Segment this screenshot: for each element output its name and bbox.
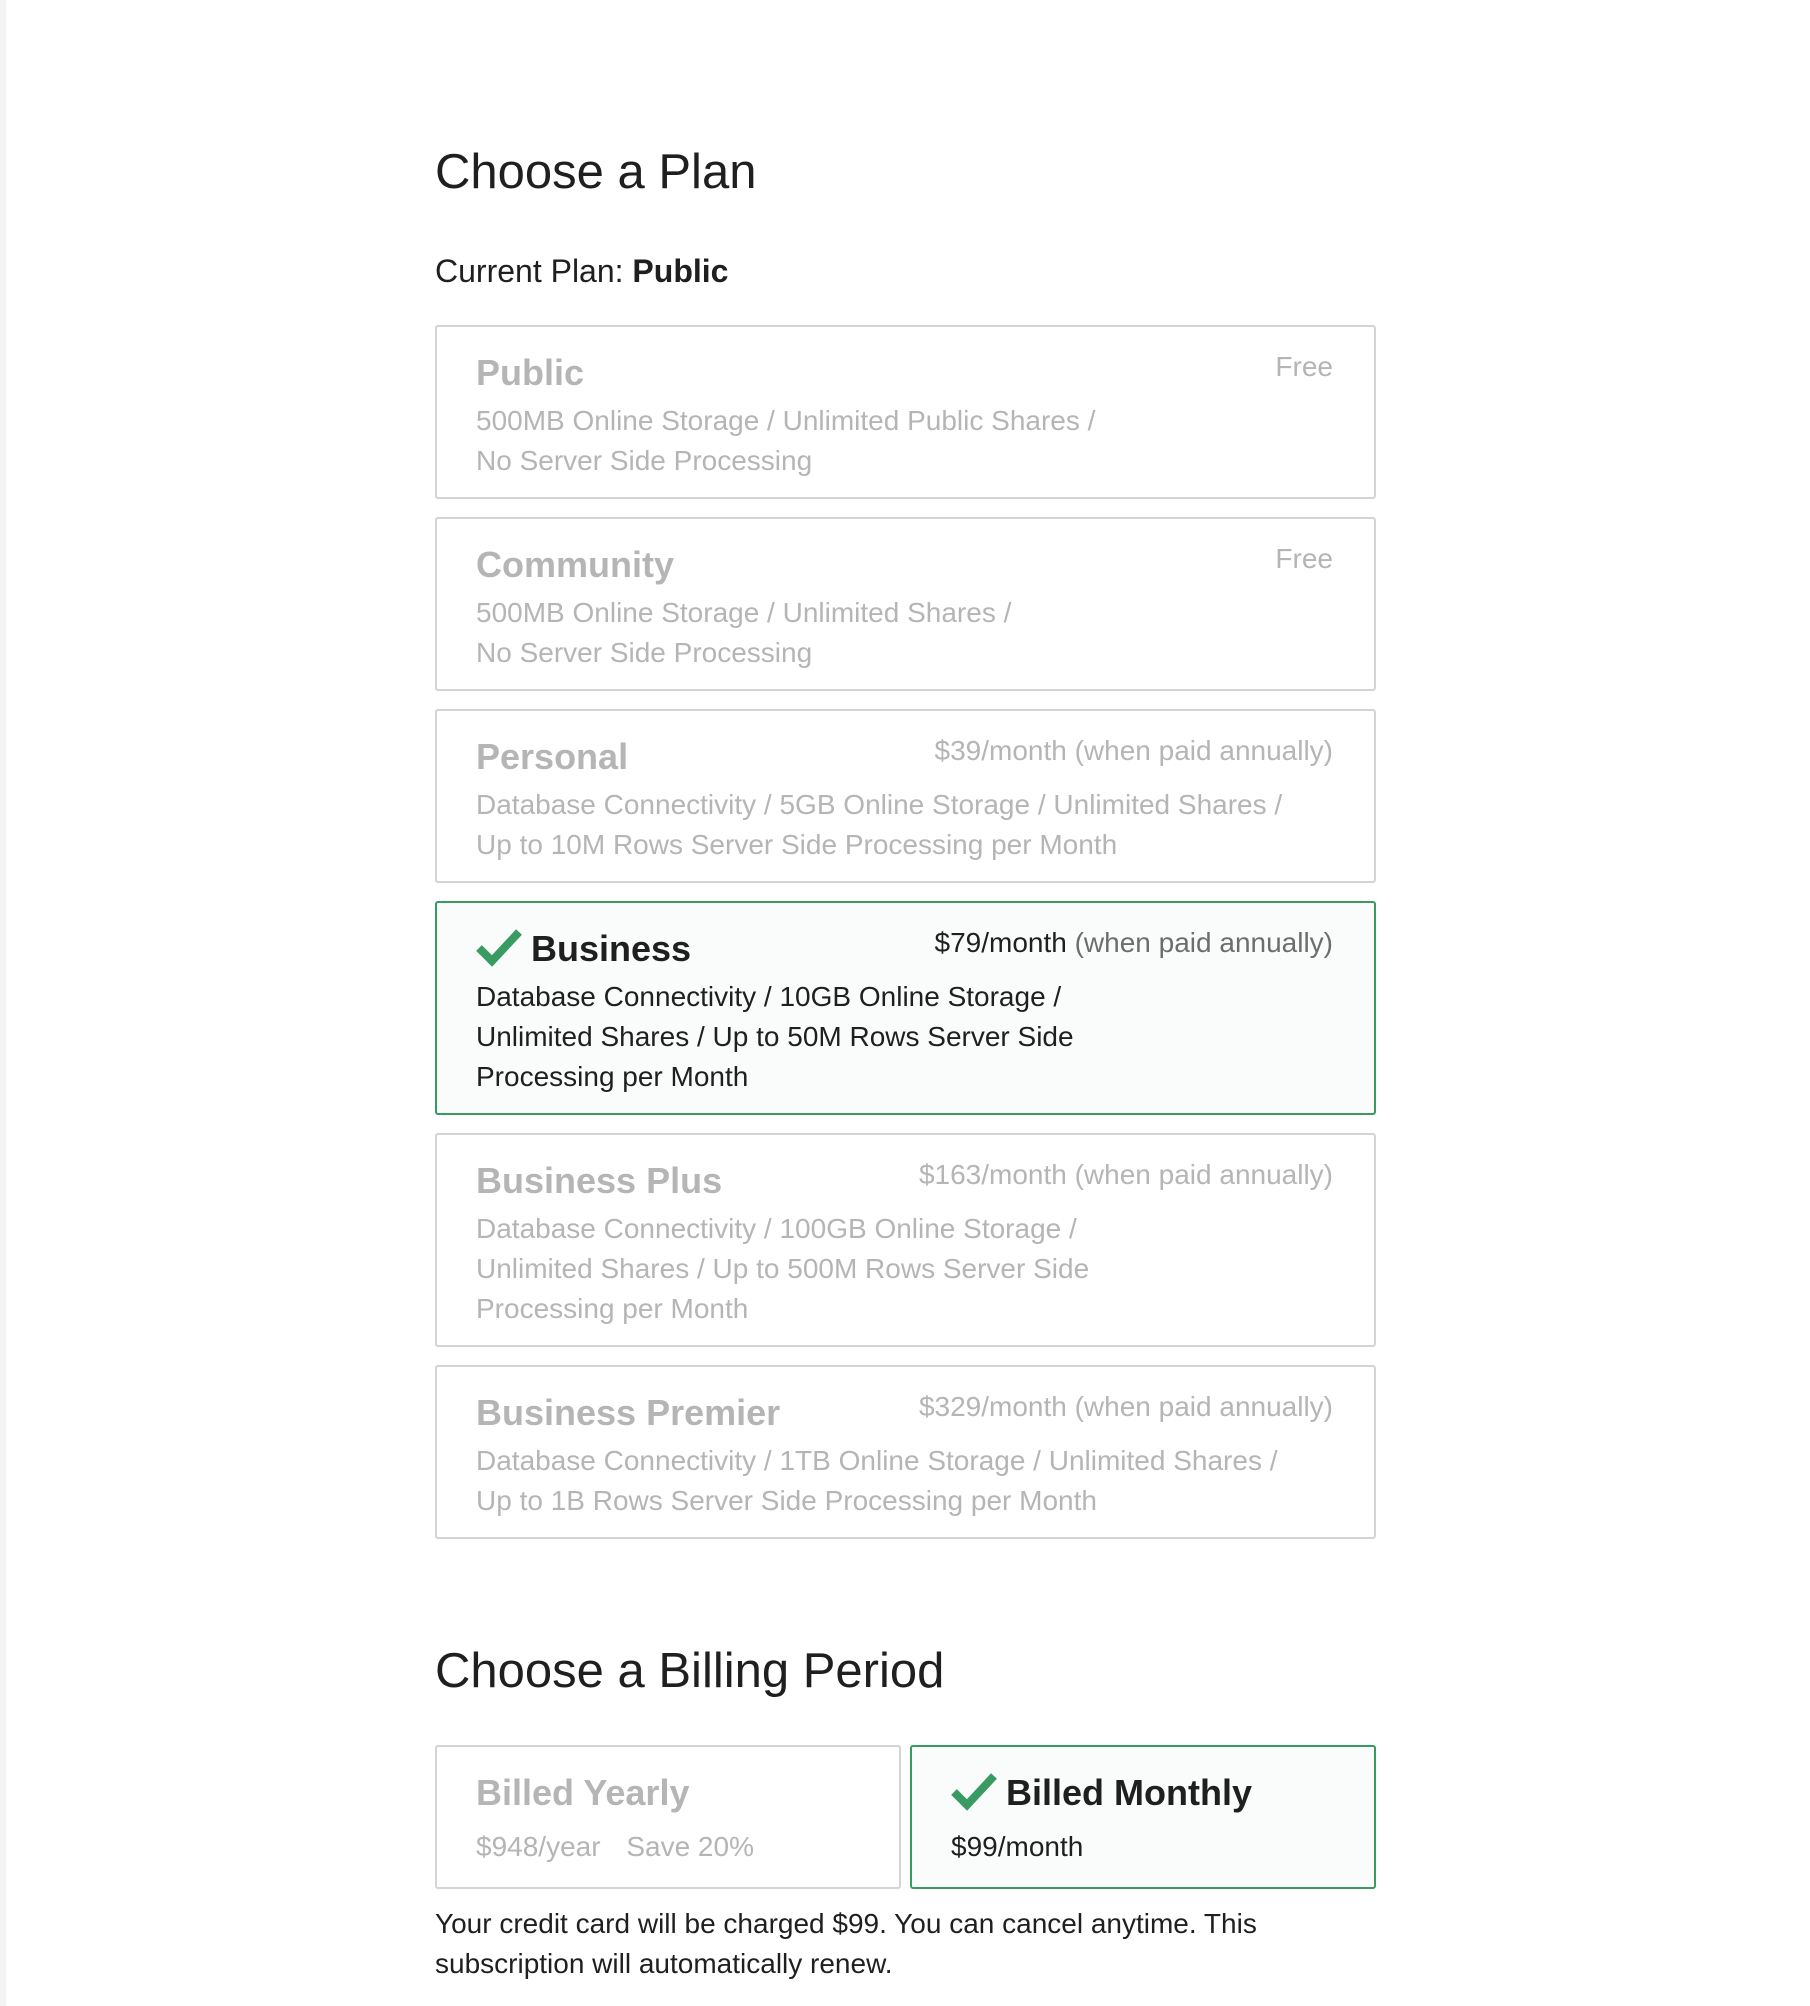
billing-option-monthly[interactable] [910, 1745, 1376, 1889]
plan-price-amount: $329/month [918, 1391, 1067, 1422]
page-title: Choose a Plan [435, 145, 757, 199]
plan-price-amount: $39/month [934, 735, 1067, 766]
plan-price-note: (when paid annually) [1074, 1159, 1333, 1190]
plan-price-note: (when paid annually) [1074, 927, 1333, 958]
plan-description [476, 785, 1282, 865]
plan-name: Personal [476, 736, 629, 777]
plan-description-line: Up to 1B Rows Server Side Processing per Month [476, 1485, 1097, 1516]
plan-name: Business [531, 928, 692, 969]
plan-price-amount: $163/month [918, 1159, 1067, 1190]
plan-description [476, 1209, 1089, 1329]
current-plan-label: Current Plan: [435, 253, 624, 289]
check-icon [951, 1771, 997, 1811]
billing-option-yearly[interactable] [435, 1745, 901, 1889]
check-icon [476, 927, 522, 967]
billing-option-detail [476, 1829, 754, 1865]
billing-option-price: $99/month [951, 1831, 1084, 1862]
plan-name: Public [476, 352, 585, 393]
plan-description-line: Processing per Month [476, 1293, 749, 1324]
plan-description [476, 593, 1011, 673]
billing-charge-note: Your credit card will be charged $99. You can cancel anytime. This subscription will automatically renew. [435, 1908, 1257, 1979]
plan-name: Community [476, 544, 674, 585]
plan-description-line: Unlimited Shares / Up to 50M Rows Server Side [476, 1021, 1074, 1052]
plan-description-line: Database Connectivity / 5GB Online Storage / Unlimited Shares / [476, 789, 1283, 820]
plan-price-amount: Free [1275, 543, 1333, 574]
plan-price-amount: $79/month [934, 927, 1067, 958]
plan-description-line: No Server Side Processing [476, 637, 813, 668]
plan-price [1275, 541, 1333, 577]
left-edge-rule [0, 0, 6, 2006]
billing-option-name: Billed Monthly [1006, 1772, 1252, 1813]
plan-price-note: (when paid annually) [1074, 735, 1333, 766]
plan-card-public[interactable] [435, 325, 1376, 499]
plan-price [919, 1389, 1333, 1425]
billing-option-name: Billed Yearly [476, 1772, 690, 1813]
plan-card-business-plus[interactable] [435, 1133, 1376, 1347]
plan-price-amount: Free [1275, 351, 1333, 382]
plan-description-line: Database Connectivity / 10GB Online Storage / [476, 981, 1062, 1012]
plan-description [476, 401, 1095, 481]
current-plan-value: Public [632, 253, 729, 289]
plan-card-business[interactable] [435, 901, 1376, 1115]
plan-description-line: No Server Side Processing [476, 445, 813, 476]
plan-name: Business Premier [476, 1392, 781, 1433]
billing-option-price: $948/year [476, 1831, 601, 1862]
plan-card-business-premier[interactable] [435, 1365, 1376, 1539]
plan-description-line: Processing per Month [476, 1061, 749, 1092]
billing-period-title: Choose a Billing Period [435, 1644, 945, 1698]
plan-description-line: 500MB Online Storage / Unlimited Public Shares / [476, 405, 1096, 436]
current-plan [435, 251, 728, 291]
plan-description-line: Unlimited Shares / Up to 500M Rows Server Side [476, 1253, 1090, 1284]
billing-option-savings: Save 20% [626, 1831, 754, 1862]
plan-price [935, 925, 1334, 961]
plan-description-line: Database Connectivity / 1TB Online Storage / Unlimited Shares / [476, 1445, 1278, 1476]
plan-description-line: 500MB Online Storage / Unlimited Shares / [476, 597, 1012, 628]
billing-option-detail [951, 1829, 1083, 1865]
plan-card-personal[interactable] [435, 709, 1376, 883]
plan-description [476, 1441, 1278, 1521]
plan-price [1275, 349, 1333, 385]
plan-price [919, 1157, 1333, 1193]
plan-price-note: (when paid annually) [1074, 1391, 1333, 1422]
plan-description [476, 977, 1074, 1097]
plan-description-line: Database Connectivity / 100GB Online Storage / [476, 1213, 1077, 1244]
plan-name: Business Plus [476, 1160, 723, 1201]
plan-description-line: Up to 10M Rows Server Side Processing per Month [476, 829, 1118, 860]
plan-price [935, 733, 1334, 769]
plan-card-community[interactable] [435, 517, 1376, 691]
